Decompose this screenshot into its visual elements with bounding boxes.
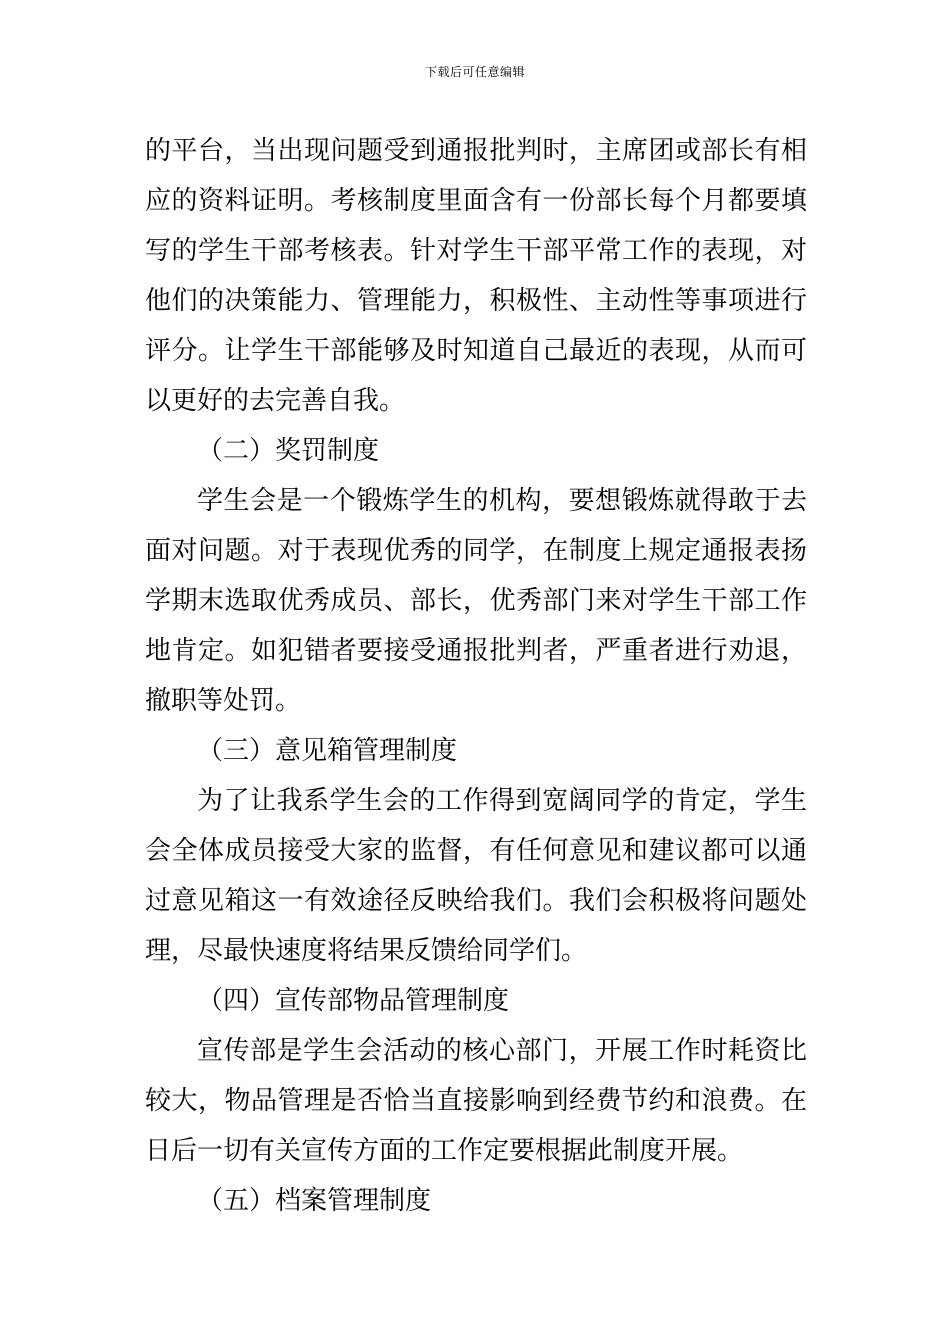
text-line: 为了让我系学生会的工作得到宽阔同学的肯定，学生 — [197, 786, 807, 816]
text-line: 理，尽最快速度将结果反馈给同学们。 — [145, 936, 588, 966]
text-line: 日后一切有关宣传方面的工作定要根据此制度开展。 — [145, 1136, 744, 1166]
text-line: 宣传部是学生会活动的核心部门，开展工作时耗资比 — [197, 1036, 807, 1066]
text-line: 写的学生干部考核表。针对学生干部平常工作的表现，对 — [145, 236, 807, 266]
document-body — [145, 126, 807, 1226]
text-line: 面对问题。对于表现优秀的同学，在制度上规定通报表扬 — [145, 536, 807, 566]
text-line: 以更好的去完善自我。 — [145, 386, 406, 416]
text-line: 的平台，当出现问题受到通报批判时，主席团或部长有相 — [145, 136, 807, 166]
text-line: 过意见箱这一有效途径反映给我们。我们会积极将问题处 — [145, 886, 807, 916]
section-heading: （三）意见箱管理制度 — [197, 736, 458, 766]
text-line: 评分。让学生干部能够及时知道自己最近的表现，从而可 — [145, 336, 807, 366]
page-header: 下载后可任意编辑 — [424, 65, 525, 79]
text-line: 地肯定。如犯错者要接受通报批判者，严重者进行劝退， — [145, 636, 807, 666]
text-line: 应的资料证明。考核制度里面含有一份部长每个月都要填 — [145, 186, 807, 216]
section-heading: （二）奖罚制度 — [197, 436, 380, 466]
section-heading: （五）档案管理制度 — [197, 1186, 432, 1216]
text-line: 较大，物品管理是否恰当直接影响到经费节约和浪费。在 — [145, 1086, 807, 1116]
text-line: 撤职等处罚。 — [145, 686, 302, 716]
text-line: 学期末选取优秀成员、部长，优秀部门来对学生干部工作 — [145, 586, 807, 616]
section-heading: （四）宣传部物品管理制度 — [197, 986, 510, 1016]
text-line: 学生会是一个锻炼学生的机构，要想锻炼就得敢于去 — [197, 486, 807, 516]
text-line: 他们的决策能力、管理能力，积极性、主动性等事项进行 — [145, 286, 807, 316]
text-line: 会全体成员接受大家的监督，有任何意见和建议都可以通 — [145, 836, 807, 866]
